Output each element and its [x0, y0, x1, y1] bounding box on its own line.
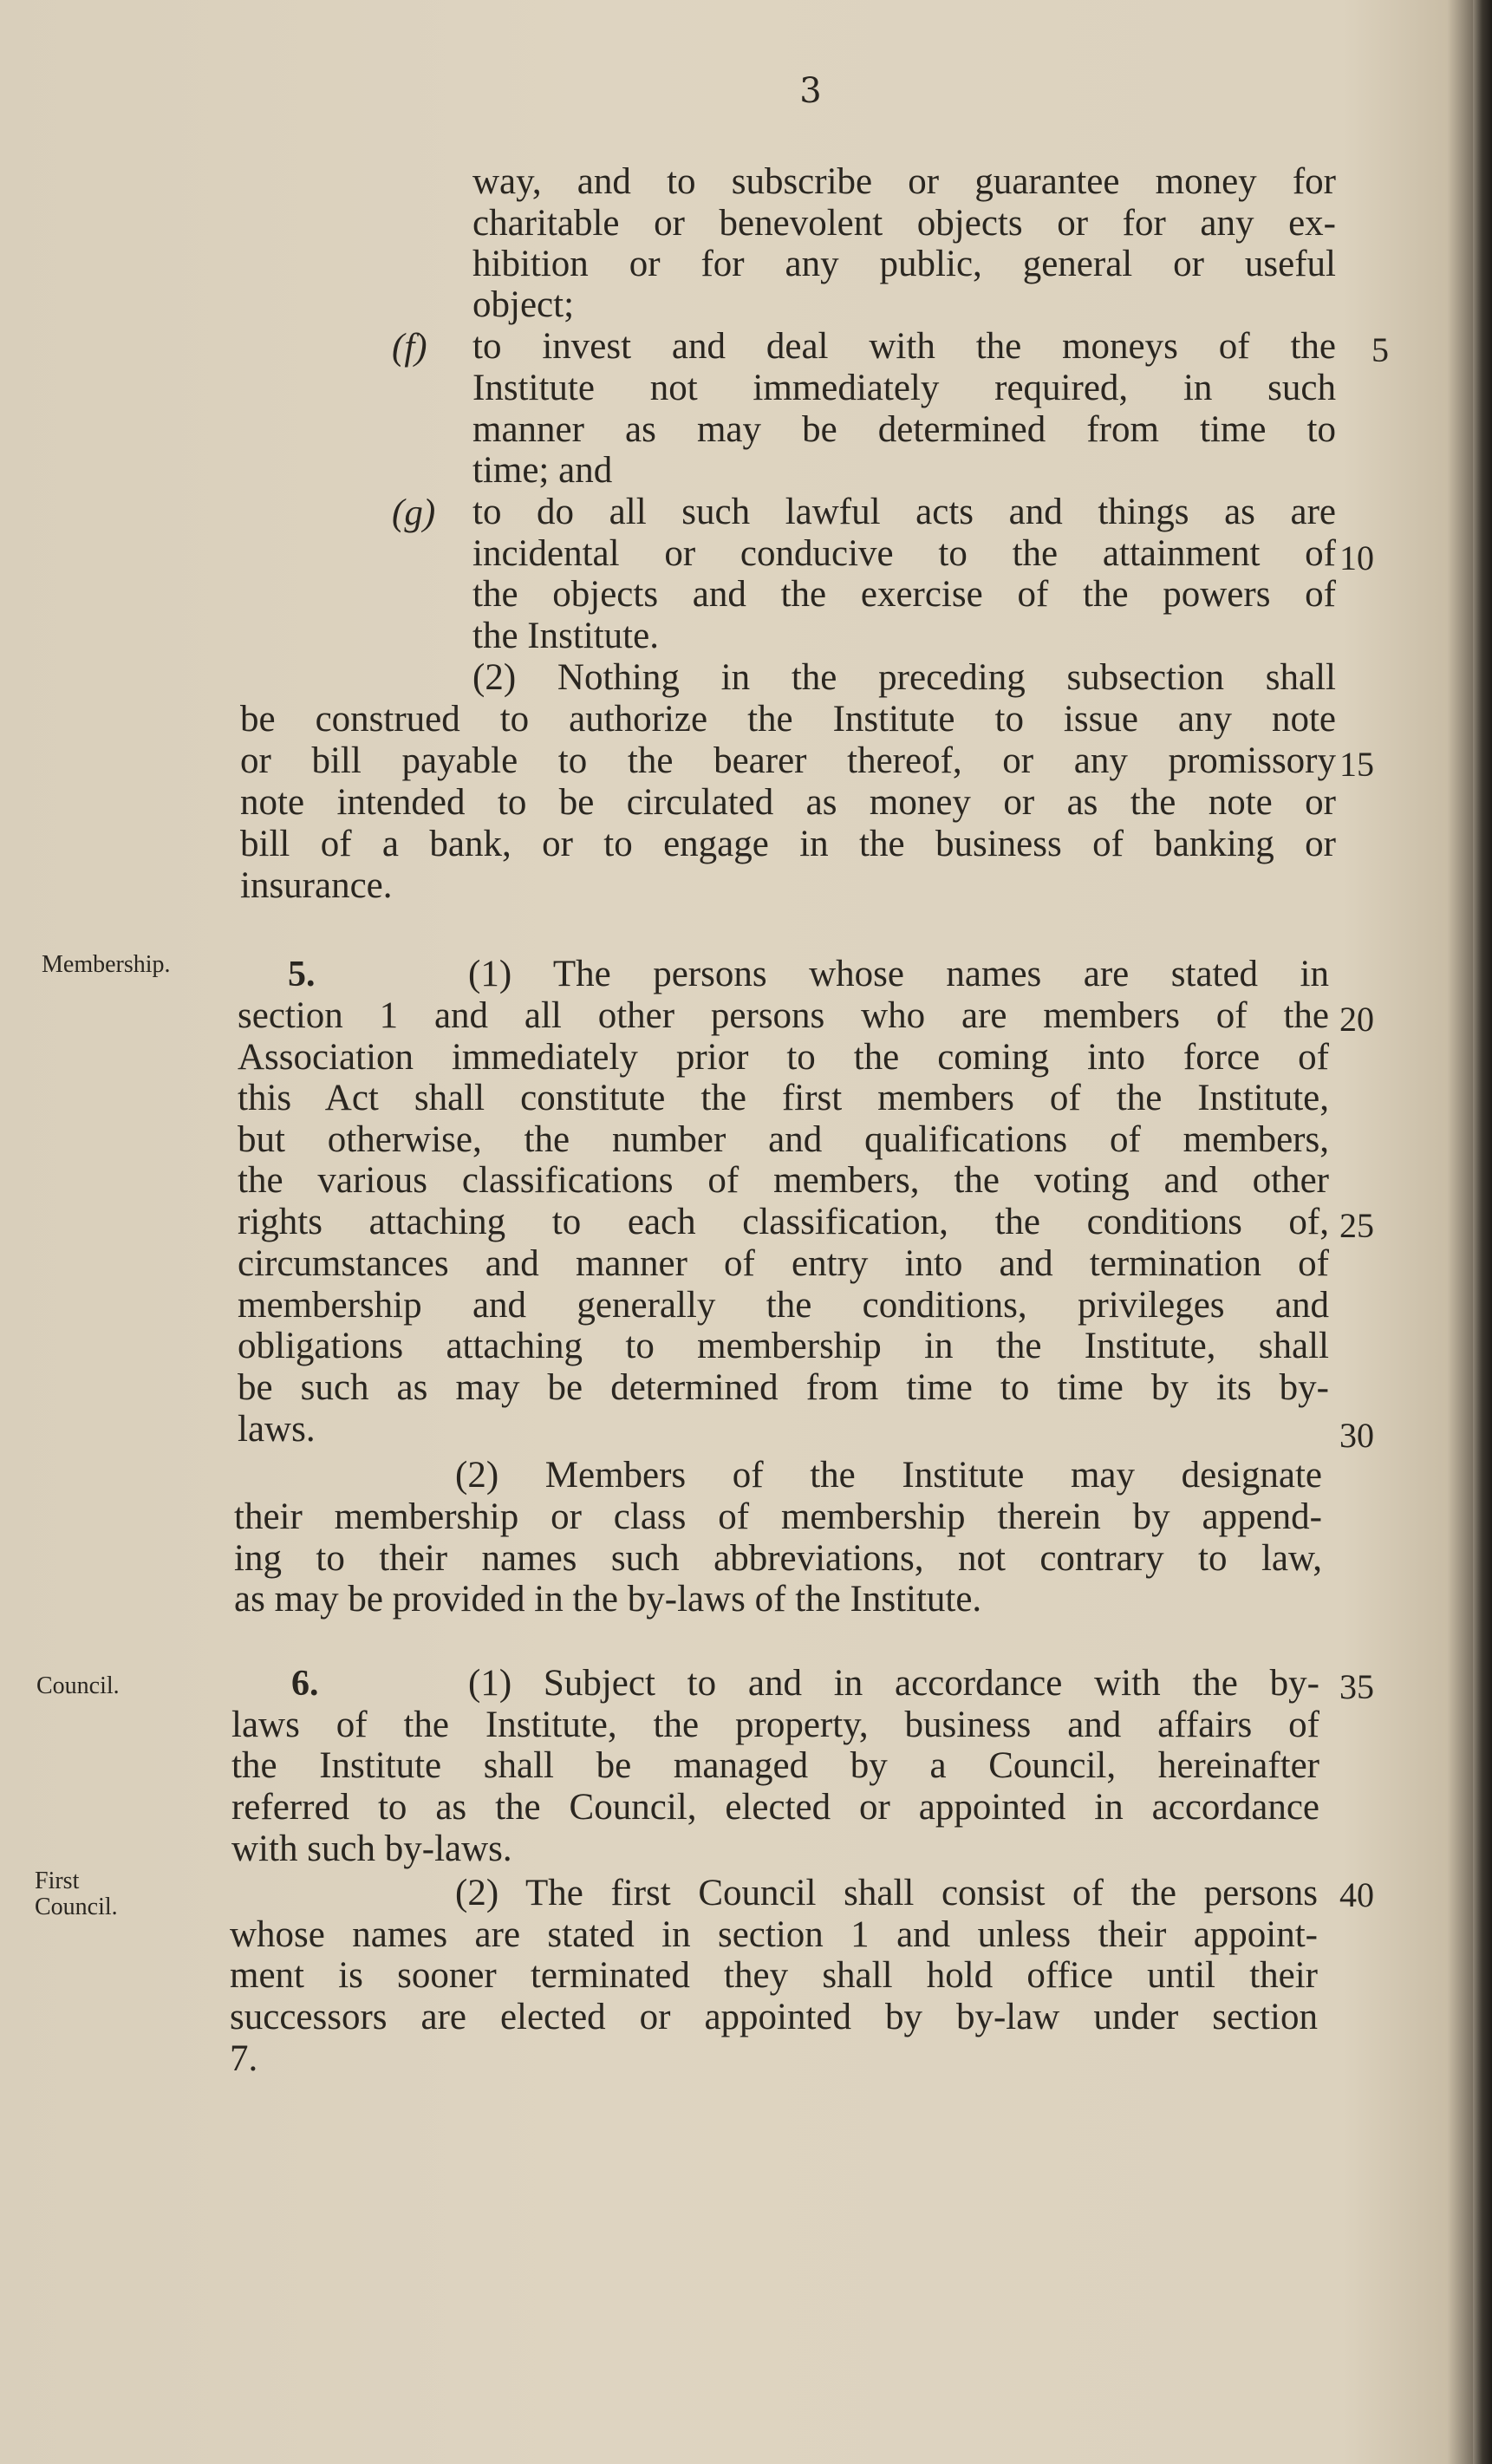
line-number: 30	[1339, 1416, 1374, 1455]
sec5-line: this Act shall constitute the first members of the Institute,	[238, 1078, 1329, 1118]
para-f-marker: (f)	[392, 327, 427, 368]
sec5-sub2-line: as may be provided in the by-laws of the Institute.	[234, 1579, 982, 1620]
para-g-line: incidental or conducive to the attainment of	[472, 533, 1336, 574]
sec6-line: referred to as the Council, elected or appointed in accordance	[231, 1787, 1319, 1828]
sub4-2-line: insurance.	[240, 865, 393, 906]
sec5-line: laws.	[238, 1409, 316, 1450]
para-g-line: the Institute.	[472, 616, 659, 656]
line-number: 10	[1339, 538, 1374, 577]
sec5-line: (1) The persons whose names are stated in	[468, 954, 1329, 994]
line-number: 20	[1339, 1000, 1374, 1039]
margin-note-council: Council.	[36, 1672, 120, 1699]
section-5-number: 5.	[288, 955, 316, 994]
section-6-number: 6.	[291, 1664, 319, 1704]
sec5-line: rights attaching to each classification, the conditions of,	[238, 1202, 1329, 1242]
margin-note-first: First	[35, 1868, 80, 1894]
margin-note-membership: Membership.	[42, 951, 171, 978]
sec5-line: Association immediately prior to the coming into force of	[238, 1037, 1329, 1078]
sec6-sub2-line: successors are elected or appointed by by-law under section	[230, 1997, 1318, 2037]
sec6-line: the Institute shall be managed by a Council, hereinafter	[231, 1745, 1319, 1786]
sec5-sub2-line: (2) Members of the Institute may designate	[455, 1455, 1322, 1496]
sub4-2-line: or bill payable to the bearer thereof, or any promissory	[240, 740, 1336, 781]
para-g-marker: (g)	[392, 492, 436, 533]
para-e-line: way, and to subscribe or guarantee money for	[472, 161, 1336, 202]
sec6-sub2-line: whose names are stated in section 1 and unless their appoint-	[230, 1914, 1318, 1955]
para-g-line: the objects and the exercise of the powers of	[472, 574, 1336, 615]
para-f-line: time; and	[472, 450, 613, 491]
para-f-line: manner as may be determined from time to	[472, 409, 1336, 450]
sec5-line: membership and generally the conditions, privileges and	[238, 1285, 1329, 1326]
sec5-line: section 1 and all other persons who are members of the	[238, 995, 1329, 1036]
margin-note-council-2: Council.	[35, 1894, 118, 1920]
para-e-line: charitable or benevolent objects or for any ex-	[472, 203, 1336, 244]
line-number: 25	[1339, 1206, 1374, 1245]
sec5-sub2-line: ing to their names such abbreviations, not contrary to law,	[234, 1538, 1322, 1579]
sec6-line: with such by-laws.	[231, 1828, 512, 1869]
sec5-line: be such as may be determined from time to time by its by-	[238, 1367, 1329, 1408]
sec6-line: (1) Subject to and in accordance with the by-	[468, 1663, 1319, 1704]
page-edge-shadow	[1473, 0, 1492, 2464]
sub4-2-line: be construed to authorize the Institute to issue any note	[240, 699, 1336, 740]
line-number: 5	[1371, 330, 1389, 369]
para-f-line: Institute not immediately required, in such	[472, 368, 1336, 408]
sub4-2-line: bill of a bank, or to engage in the business of banking or	[240, 824, 1336, 864]
sec5-line: the various classifications of members, the voting and other	[238, 1160, 1329, 1201]
line-number: 35	[1339, 1667, 1374, 1706]
para-e-line: object;	[472, 284, 575, 325]
line-number: 40	[1339, 1875, 1374, 1914]
sub4-2-line: (2) Nothing in the preceding subsection shall	[472, 657, 1336, 698]
sec5-line: obligations attaching to membership in the Institute, shall	[238, 1326, 1329, 1366]
page-number: 3	[799, 71, 822, 111]
sec6-sub2-line: 7.	[230, 2038, 258, 2079]
para-e-line: hibition or for any public, general or useful	[472, 244, 1336, 284]
sec6-sub2-line: (2) The first Council shall consist of the persons	[455, 1873, 1318, 1913]
sec6-sub2-line: ment is sooner terminated they shall hold office until their	[230, 1955, 1318, 1996]
sec6-line: laws of the Institute, the property, business and affairs of	[231, 1705, 1319, 1745]
line-number: 15	[1339, 745, 1374, 784]
para-f-line: to invest and deal with the moneys of the	[472, 326, 1336, 367]
para-g-line: to do all such lawful acts and things as are	[472, 492, 1336, 532]
sub4-2-line: note intended to be circulated as money or as the note or	[240, 782, 1336, 823]
sec5-line: but otherwise, the number and qualifications of members,	[238, 1119, 1329, 1160]
sec5-line: circumstances and manner of entry into and termination of	[238, 1243, 1329, 1284]
sec5-sub2-line: their membership or class of membership therein by append-	[234, 1496, 1322, 1537]
